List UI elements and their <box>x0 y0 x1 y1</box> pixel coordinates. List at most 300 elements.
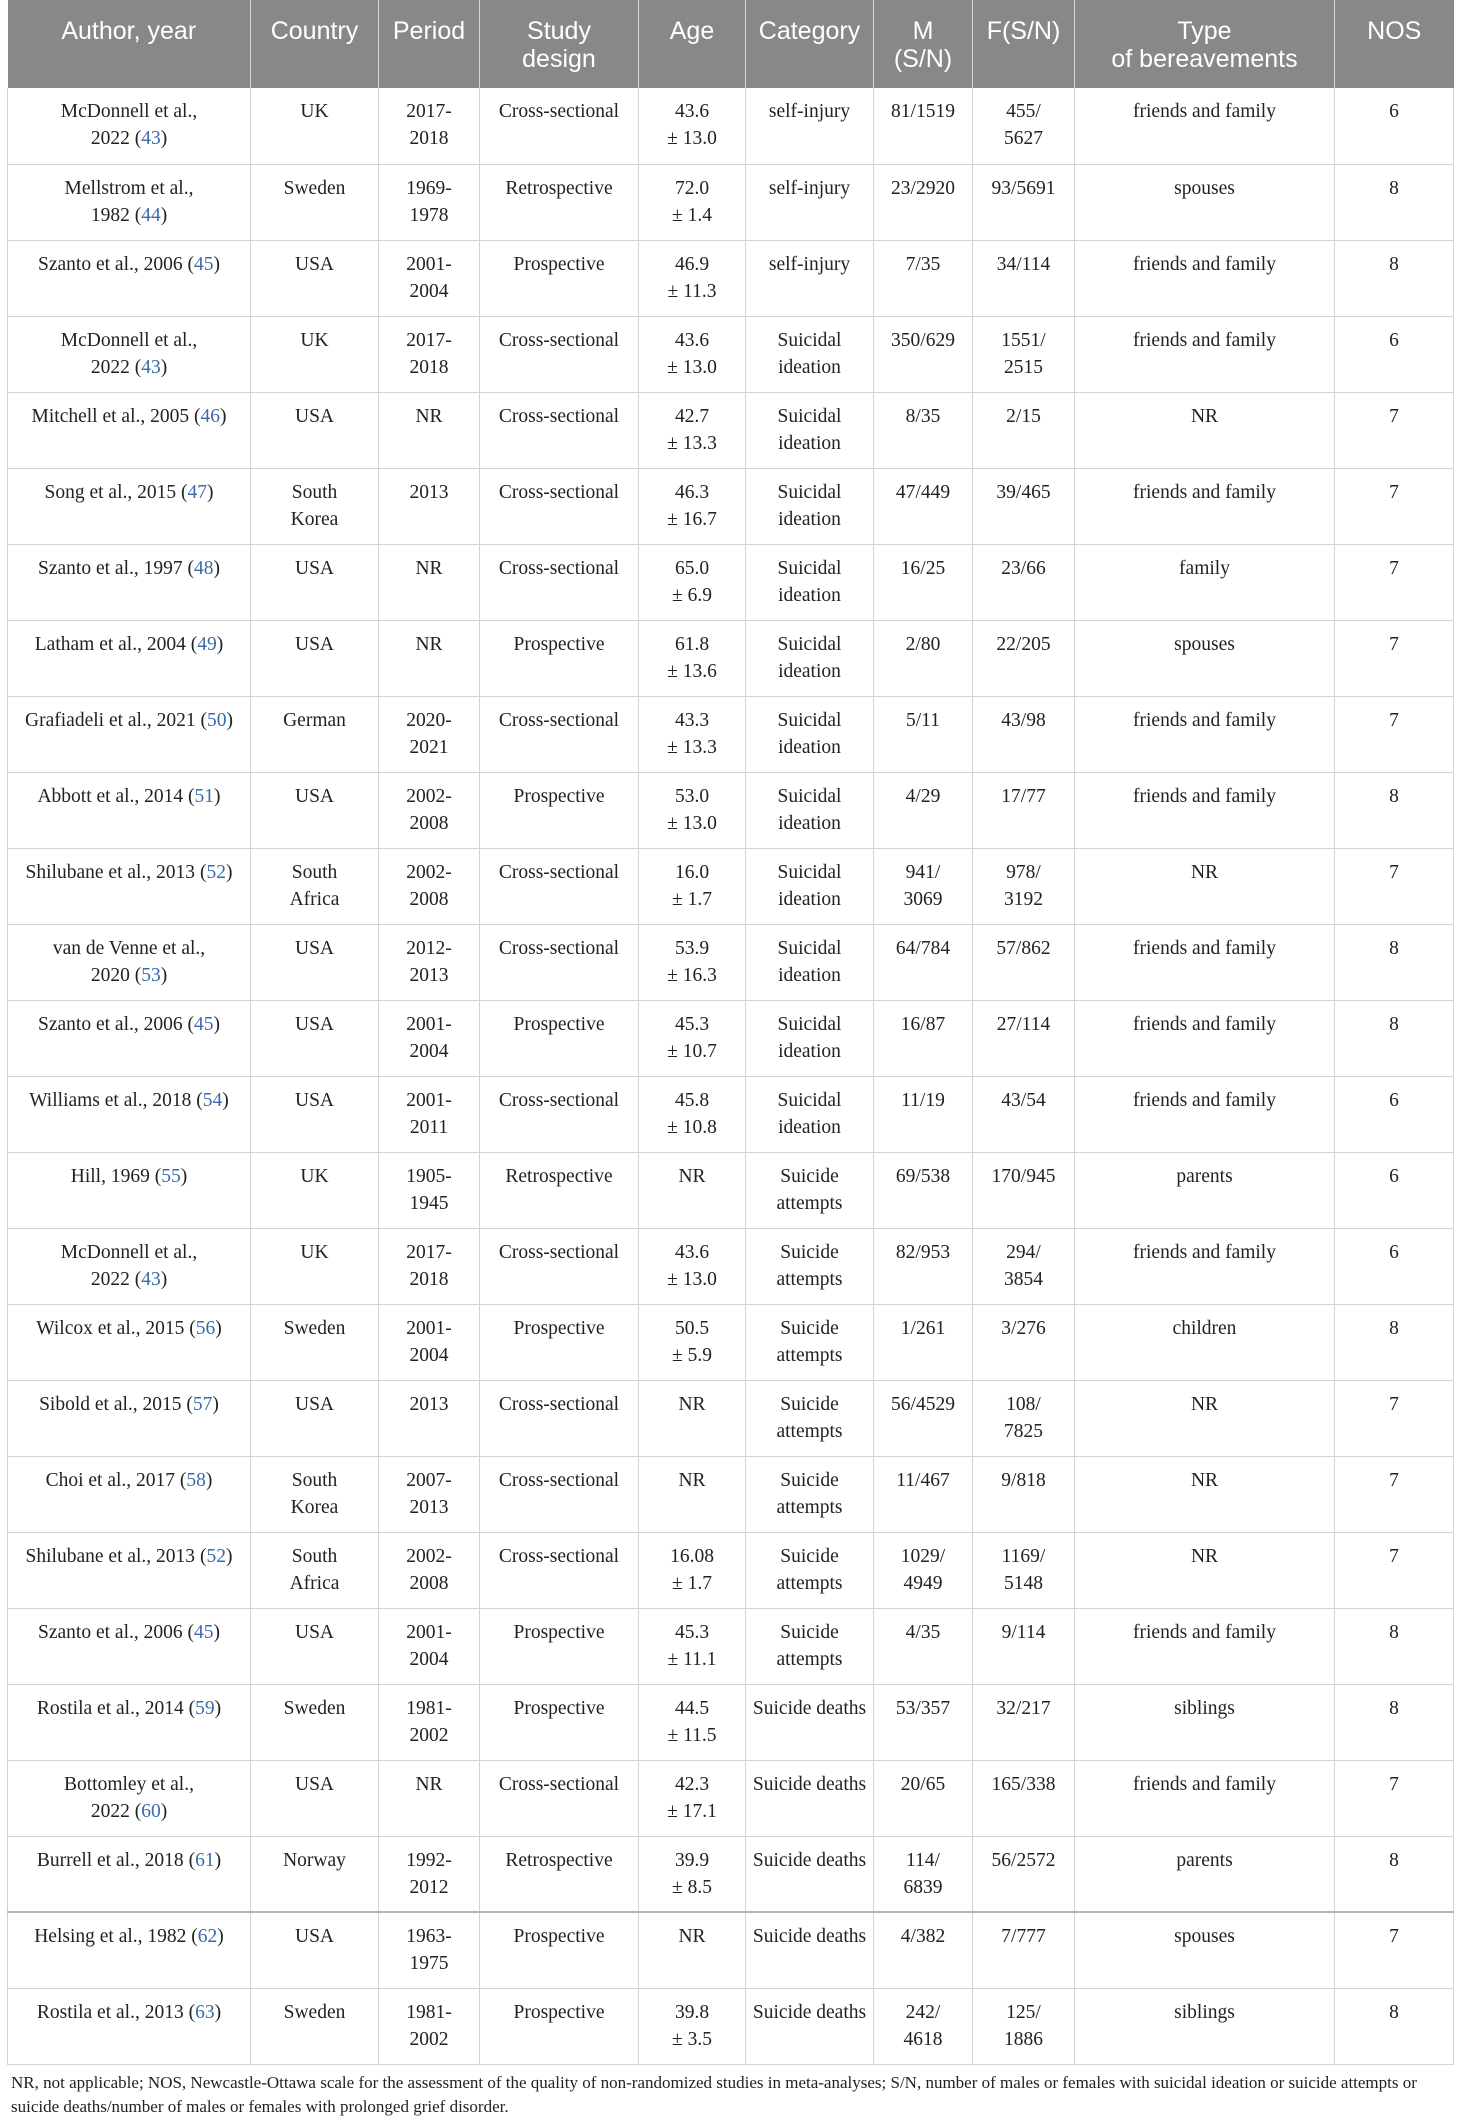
cell-author: van de Venne et al., 2020 (53) <box>8 924 251 1000</box>
cell-line: USA <box>294 1926 334 1947</box>
cell-text: Prospective <box>513 253 605 275</box>
cell-text: Cross-sectional <box>498 709 620 731</box>
table-row <box>8 1000 1454 1076</box>
reference-link[interactable]: 63 <box>195 2001 215 2023</box>
cell-text: NR <box>1190 1545 1219 1567</box>
cell-line: Suicidal <box>777 1089 842 1111</box>
cell-text: Cross-sectional <box>498 329 620 351</box>
header-text: M <box>912 17 934 45</box>
cell-line: 4618 <box>903 2028 943 2050</box>
cell-f <box>973 848 1075 924</box>
studies-table <box>7 0 1454 2065</box>
cell-text: Cross-sectional <box>498 405 620 427</box>
cell-author: Hill, 1969 (55) <box>8 1152 251 1228</box>
table-container <box>7 0 1453 2119</box>
cell-text: spouses <box>1174 633 1235 655</box>
cell-line: ideation <box>778 1040 841 1062</box>
reference-link[interactable]: 56 <box>195 1317 216 1339</box>
cell-line: Suicide <box>780 1165 839 1187</box>
cell-line: 5627 <box>1004 128 1043 149</box>
table-body <box>8 88 1454 2064</box>
reference-link[interactable]: 44 <box>141 204 161 226</box>
header-text: F(S/N) <box>986 17 1061 45</box>
cell-line: Grafiadeli et al., 2021 <box>25 709 196 731</box>
cell-line: ± 11.1 <box>667 1648 717 1670</box>
table-row <box>8 1760 1454 1836</box>
reference-link[interactable]: 46 <box>200 405 220 427</box>
cell-line: 2020- <box>406 709 452 731</box>
cell-line: 43.6 <box>674 101 710 122</box>
cell-line: 2001- <box>406 1317 452 1339</box>
reference-link[interactable]: 43 <box>141 128 161 149</box>
cell-nos <box>1335 1456 1454 1532</box>
cell-design <box>480 1684 639 1760</box>
cell-m <box>874 544 973 620</box>
cell-line: Suicide <box>780 1317 839 1339</box>
cell-type <box>1075 1152 1335 1228</box>
cell-text: Prospective <box>513 1697 605 1719</box>
cell-age <box>639 696 746 772</box>
cell-author: Song et al., 2015 (47) <box>8 468 251 544</box>
cell-nos <box>1335 1912 1454 1988</box>
cell-text: parents <box>1176 1849 1233 1871</box>
cell-category <box>746 392 874 468</box>
cell-line: 57/862 <box>996 937 1051 959</box>
cell-country <box>251 316 379 392</box>
cell-text: friends and family <box>1133 1773 1276 1795</box>
cell-line: 2012- <box>406 937 452 959</box>
header-text: Type <box>1177 17 1232 45</box>
header-text: Category <box>758 17 861 45</box>
cell-line: Szanto et al., 2006 <box>38 1621 183 1643</box>
cell-text: siblings <box>1174 1697 1235 1719</box>
cell-age <box>639 544 746 620</box>
cell-category <box>746 240 874 316</box>
cell-design <box>480 1912 639 1988</box>
cell-text: friends and family <box>1133 1241 1276 1263</box>
cell-line: 4/382 <box>900 1926 946 1947</box>
cell-text: Prospective <box>513 633 605 655</box>
reference-link[interactable]: 53 <box>141 964 161 986</box>
cell-m <box>874 392 973 468</box>
cell-line: 978/ <box>1006 861 1041 883</box>
cell-text: friends and family <box>1133 253 1276 275</box>
cell-line: Abbott et al., 2014 <box>37 785 184 807</box>
table-row <box>8 620 1454 696</box>
table-row <box>8 88 1454 164</box>
cell-line: 53/357 <box>895 1697 951 1719</box>
cell-line: South <box>291 1545 338 1567</box>
cell-line: Rostila et al., 2014 <box>36 1697 184 1719</box>
cell-nos <box>1335 772 1454 848</box>
cell-category <box>746 1912 874 1988</box>
cell-m <box>874 1380 973 1456</box>
cell-line: attempts <box>776 1344 843 1366</box>
cell-text: 7 <box>1389 633 1399 655</box>
cell-text: Prospective <box>513 785 605 807</box>
table-row <box>8 1988 1454 2064</box>
cell-nos <box>1335 1076 1454 1152</box>
cell-line: Bottomley et al., <box>64 1773 194 1795</box>
cell-line: USA <box>294 1393 334 1415</box>
cell-period <box>379 1456 480 1532</box>
cell-age <box>639 240 746 316</box>
cell-period <box>379 1152 480 1228</box>
column-header-period <box>379 0 480 88</box>
cell-age <box>639 1152 746 1228</box>
cell-age <box>639 1532 746 1608</box>
cell-design <box>480 1988 639 2064</box>
cell-line: UK <box>300 1165 329 1187</box>
cell-type <box>1075 1380 1335 1456</box>
cell-line: 2012 <box>409 1876 449 1898</box>
cell-category <box>746 164 874 240</box>
cell-design <box>480 316 639 392</box>
cell-category <box>746 1152 874 1228</box>
cell-country <box>251 392 379 468</box>
column-header-m-sn <box>874 0 973 88</box>
cell-line: 43.6 <box>674 329 710 351</box>
cell-line: 46.9 <box>674 253 710 275</box>
cell-line: USA <box>294 405 334 427</box>
cell-design <box>480 1456 639 1532</box>
cell-line: 5/11 <box>906 709 940 731</box>
cell-text: friends and family <box>1133 1089 1276 1111</box>
cell-text: 8 <box>1389 253 1399 275</box>
cell-design <box>480 696 639 772</box>
table-row <box>8 392 1454 468</box>
cell-line: 43.3 <box>674 709 710 731</box>
cell-line: ideation <box>778 356 841 378</box>
cell-text: Prospective <box>513 1317 605 1339</box>
cell-line: 9/114 <box>1001 1621 1046 1643</box>
cell-line: Suicide <box>780 1393 839 1415</box>
cell-age <box>639 1456 746 1532</box>
cell-type <box>1075 1456 1335 1532</box>
column-header-category <box>746 0 874 88</box>
reference-link[interactable]: 59 <box>195 1697 215 1719</box>
cell-category <box>746 1760 874 1836</box>
cell-type <box>1075 544 1335 620</box>
cell-author: McDonnell et al., 2022 (43) <box>8 88 251 164</box>
cell-country <box>251 164 379 240</box>
reference-link[interactable]: 45 <box>193 253 214 275</box>
cell-age <box>639 1912 746 1988</box>
cell-line: ± 16.7 <box>667 508 717 530</box>
cell-line: NR <box>415 633 443 655</box>
cell-m <box>874 620 973 696</box>
cell-period <box>379 1228 480 1304</box>
cell-line: South <box>291 481 338 503</box>
cell-line: 82/953 <box>895 1241 951 1263</box>
cell-line: 170/945 <box>991 1165 1056 1187</box>
table-row <box>8 1076 1454 1152</box>
cell-line: Africa <box>289 888 340 910</box>
cell-line: 44.5 <box>674 1697 710 1719</box>
cell-text: 7 <box>1389 557 1399 579</box>
cell-line: Shilubane et al., 2013 <box>25 1545 196 1567</box>
column-header-type-of-bereavements <box>1075 0 1335 88</box>
cell-nos <box>1335 392 1454 468</box>
table-row <box>8 772 1454 848</box>
cell-author: McDonnell et al., 2022 (43) <box>8 1228 251 1304</box>
cell-line: 2013 <box>409 964 449 986</box>
cell-category <box>746 620 874 696</box>
cell-f <box>973 1608 1075 1684</box>
cell-line: 45.3 <box>674 1621 710 1643</box>
reference-link[interactable]: 61 <box>195 1849 215 1871</box>
cell-category <box>746 1608 874 1684</box>
reference-link[interactable]: 60 <box>141 1800 161 1822</box>
cell-line: NR <box>678 1469 706 1491</box>
cell-text: children <box>1172 1317 1237 1339</box>
header-text: of bereavements <box>1111 45 1298 73</box>
cell-age <box>639 316 746 392</box>
cell-f <box>973 1304 1075 1380</box>
cell-line: ± 10.7 <box>667 1040 717 1062</box>
cell-m <box>874 1000 973 1076</box>
cell-line: 2002- <box>406 785 452 807</box>
cell-nos <box>1335 1304 1454 1380</box>
cell-line: 3192 <box>1004 888 1043 910</box>
cell-line: 242/ <box>905 2001 941 2023</box>
cell-line: 53.9 <box>674 937 710 959</box>
cell-text: 7 <box>1389 1545 1399 1567</box>
cell-line: ± 13.3 <box>667 432 717 454</box>
cell-f <box>973 1380 1075 1456</box>
cell-author: Mellstrom et al., 1982 (44) <box>8 164 251 240</box>
cell-line: 2007- <box>406 1469 452 1491</box>
cell-nos <box>1335 240 1454 316</box>
cell-text: Cross-sectional <box>498 1089 620 1111</box>
cell-f <box>973 392 1075 468</box>
cell-type <box>1075 924 1335 1000</box>
cell-line: Sweden <box>283 1317 346 1339</box>
cell-text: Prospective <box>513 1926 605 1947</box>
cell-category <box>746 772 874 848</box>
cell-age <box>639 924 746 1000</box>
cell-author: Mitchell et al., 2005 (46) <box>8 392 251 468</box>
cell-text: friends and family <box>1133 709 1276 731</box>
cell-line: 32/217 <box>996 1697 1051 1719</box>
reference-link[interactable]: 49 <box>197 633 217 655</box>
reference-link[interactable]: 52 <box>206 861 226 883</box>
reference-link[interactable]: 57 <box>192 1393 213 1415</box>
cell-f <box>973 696 1075 772</box>
cell-line: Shilubane et al., 2013 <box>25 861 196 883</box>
reference-link[interactable]: 58 <box>186 1469 206 1491</box>
cell-design <box>480 164 639 240</box>
reference-link[interactable]: 62 <box>197 1926 218 1947</box>
cell-line: 125/ <box>1006 2001 1041 2023</box>
table-row <box>8 468 1454 544</box>
cell-text: Retrospective <box>505 1849 613 1871</box>
cell-line: ± 13.3 <box>667 736 717 758</box>
cell-nos <box>1335 1836 1454 1912</box>
cell-line: 2021 <box>409 736 449 758</box>
cell-line: attempts <box>776 1648 843 1670</box>
cell-m <box>874 468 973 544</box>
reference-link[interactable]: 45 <box>193 1621 214 1643</box>
cell-line: USA <box>294 1013 334 1035</box>
cell-line: Suicidal <box>777 405 842 427</box>
cell-line: ± 1.4 <box>672 204 712 226</box>
reference-link[interactable]: 52 <box>206 1545 226 1567</box>
cell-line: 2004 <box>409 1344 449 1366</box>
cell-line: ± 13.0 <box>667 356 717 378</box>
cell-line: Szanto et al., 2006 <box>38 253 183 275</box>
cell-nos <box>1335 1988 1454 2064</box>
cell-line: Suicidal <box>777 1013 842 1035</box>
cell-line: Suicide deaths <box>752 1926 867 1947</box>
cell-period <box>379 240 480 316</box>
cell-line: 1982 <box>90 204 130 226</box>
cell-line: 16/25 <box>900 557 946 579</box>
cell-line: 108/ <box>1006 1393 1041 1415</box>
cell-line: USA <box>294 937 334 959</box>
cell-line: Wilcox et al., 2015 <box>36 1317 185 1339</box>
cell-nos <box>1335 1000 1454 1076</box>
cell-design <box>480 392 639 468</box>
cell-line: 1992- <box>406 1849 452 1871</box>
cell-author: Helsing et al., 1982 (62) <box>8 1912 251 1988</box>
cell-line: 2018 <box>409 1268 449 1290</box>
cell-line: 2020 <box>90 964 130 986</box>
table-row <box>8 316 1454 392</box>
cell-country <box>251 1304 379 1380</box>
header-text: design <box>522 45 596 73</box>
cell-line: 93/5691 <box>991 177 1056 199</box>
cell-period <box>379 1760 480 1836</box>
reference-link[interactable]: 43 <box>141 356 161 378</box>
cell-text: friends and family <box>1133 1621 1276 1643</box>
cell-age <box>639 1228 746 1304</box>
cell-line: 45.8 <box>674 1089 710 1111</box>
reference-link[interactable]: 55 <box>161 1165 181 1187</box>
cell-age <box>639 772 746 848</box>
cell-line: 53.0 <box>674 785 710 807</box>
table-row <box>8 164 1454 240</box>
cell-text: NR <box>1190 861 1219 883</box>
cell-line: 65.0 <box>674 557 710 579</box>
cell-f <box>973 1228 1075 1304</box>
cell-line: Suicide <box>780 1621 839 1643</box>
cell-category <box>746 316 874 392</box>
cell-line: Norway <box>283 1849 346 1871</box>
cell-m <box>874 1836 973 1912</box>
cell-country <box>251 848 379 924</box>
cell-text: Cross-sectional <box>498 557 620 579</box>
cell-period <box>379 1836 480 1912</box>
cell-author: Burrell et al., 2018 (61) <box>8 1836 251 1912</box>
cell-text: 6 <box>1389 1089 1399 1111</box>
reference-link[interactable]: 43 <box>141 1268 161 1290</box>
reference-link[interactable]: 50 <box>206 709 227 731</box>
cell-category <box>746 1228 874 1304</box>
cell-country <box>251 1760 379 1836</box>
column-header-nos <box>1335 0 1454 88</box>
cell-line: 2001- <box>406 1621 452 1643</box>
table-row <box>8 1836 1454 1912</box>
cell-line: 27/114 <box>996 1013 1051 1035</box>
cell-nos <box>1335 316 1454 392</box>
cell-m <box>874 1608 973 1684</box>
cell-text: NR <box>1190 405 1219 427</box>
cell-line: 2022 <box>90 128 130 149</box>
reference-link[interactable]: 45 <box>193 1013 214 1035</box>
cell-category <box>746 544 874 620</box>
reference-link[interactable]: 47 <box>187 481 207 503</box>
cell-design <box>480 1152 639 1228</box>
cell-author: Bottomley et al., 2022 (60) <box>8 1760 251 1836</box>
cell-m <box>874 1532 973 1608</box>
cell-type <box>1075 164 1335 240</box>
cell-line: ± 13.6 <box>667 660 717 682</box>
cell-nos <box>1335 1608 1454 1684</box>
cell-line: 3/276 <box>1001 1317 1046 1339</box>
cell-line: 1981- <box>406 2001 452 2023</box>
cell-author: Shilubane et al., 2013 (52) <box>8 1532 251 1608</box>
cell-country <box>251 1228 379 1304</box>
cell-country <box>251 1912 379 1988</box>
cell-author: Grafiadeli et al., 2021 (50) <box>8 696 251 772</box>
cell-line: McDonnell et al., <box>60 1241 198 1263</box>
column-header-age <box>639 0 746 88</box>
cell-nos <box>1335 620 1454 696</box>
cell-line: Choi et al., 2017 <box>45 1469 176 1491</box>
cell-type <box>1075 1000 1335 1076</box>
cell-nos <box>1335 88 1454 164</box>
cell-f <box>973 772 1075 848</box>
reference-link[interactable]: 51 <box>194 785 215 807</box>
cell-line: 2008 <box>409 1572 449 1594</box>
cell-line: USA <box>294 1089 334 1111</box>
cell-line: Suicide deaths <box>752 1697 867 1719</box>
cell-type <box>1075 240 1335 316</box>
cell-line: 16.08 <box>670 1545 714 1567</box>
cell-line: ideation <box>778 888 841 910</box>
cell-text: 8 <box>1389 1697 1399 1719</box>
cell-line: 47/449 <box>895 481 951 503</box>
cell-line: USA <box>294 785 334 807</box>
cell-line: NR <box>415 557 443 579</box>
cell-country <box>251 1608 379 1684</box>
cell-text: Prospective <box>513 1621 605 1643</box>
cell-line: Mellstrom et al., <box>64 177 194 199</box>
cell-age <box>639 468 746 544</box>
cell-text: 7 <box>1389 861 1399 883</box>
cell-line: 23/66 <box>1001 557 1046 579</box>
cell-category <box>746 1380 874 1456</box>
cell-text: parents <box>1176 1165 1233 1187</box>
cell-text: Retrospective <box>505 177 613 199</box>
reference-link[interactable]: 54 <box>202 1089 223 1111</box>
column-header-study-design <box>480 0 639 88</box>
cell-design <box>480 88 639 164</box>
cell-line: attempts <box>776 1420 843 1442</box>
cell-type <box>1075 1532 1335 1608</box>
table-row <box>8 544 1454 620</box>
cell-line: Sweden <box>283 2001 346 2023</box>
reference-link[interactable]: 48 <box>193 557 214 579</box>
cell-line: ± 1.7 <box>672 888 712 910</box>
cell-text: Cross-sectional <box>498 481 620 503</box>
cell-line: Korea <box>290 508 339 530</box>
cell-author: Sibold et al., 2015 (57) <box>8 1380 251 1456</box>
cell-line: attempts <box>776 1192 843 1214</box>
cell-design <box>480 848 639 924</box>
cell-text: friends and family <box>1133 481 1276 503</box>
